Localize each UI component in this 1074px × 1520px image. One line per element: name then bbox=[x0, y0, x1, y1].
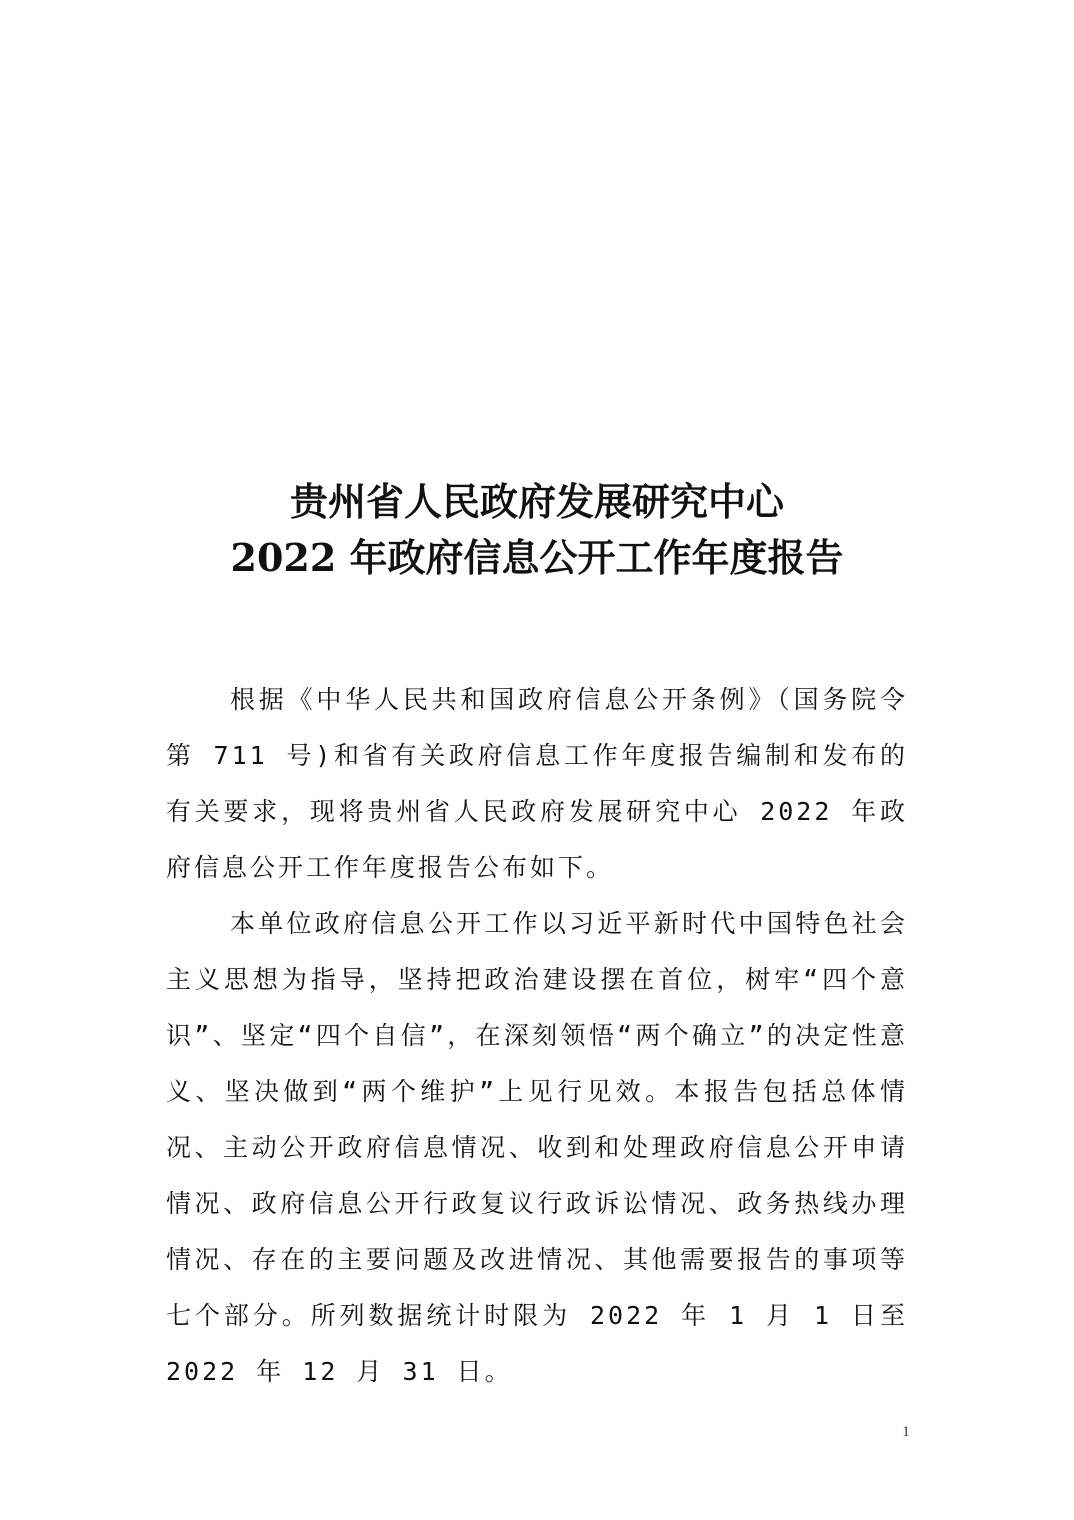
document-title bbox=[0, 474, 1074, 586]
title-line-organization: 贵州省人民政府发展研究中心 bbox=[289, 479, 784, 524]
title-line-report: 2022 年政府信息公开工作年度报告 bbox=[230, 535, 844, 580]
paragraph-overview: 本单位政府信息公开工作以习近平新时代中国特色社会主义思想为指导，坚持把政治建设摆在首位，树牢“四个意识”、坚定“四个自信”，在深刻领悟“两个确立”的决定性意义、坚决做到“两个维护”上见行见效。本报告包括总体情况、主动公开政府信息情况、收到和处理政府信息公开申请情况、政府信息公开行政复议行政诉讼情况、政务热线办理情况、存在的主要问题及改进情况、其他需要报告的事项等七个部分。所列数据统计时限为 2022 年 1 月 1 日至 2022 年 12 月 31 日。 bbox=[166, 909, 908, 1386]
paragraph-intro: 根据《中华人民共和国政府信息公开条例》（国务院令第 711 号)和省有关政府信息工作年度报告编制和发布的有关要求，现将贵州省人民政府发展研究中心 2022 年政府信息公开工作年度报告公布如下。 bbox=[166, 685, 908, 882]
page-number: 1 bbox=[902, 1424, 910, 1440]
document-body bbox=[166, 672, 908, 1400]
